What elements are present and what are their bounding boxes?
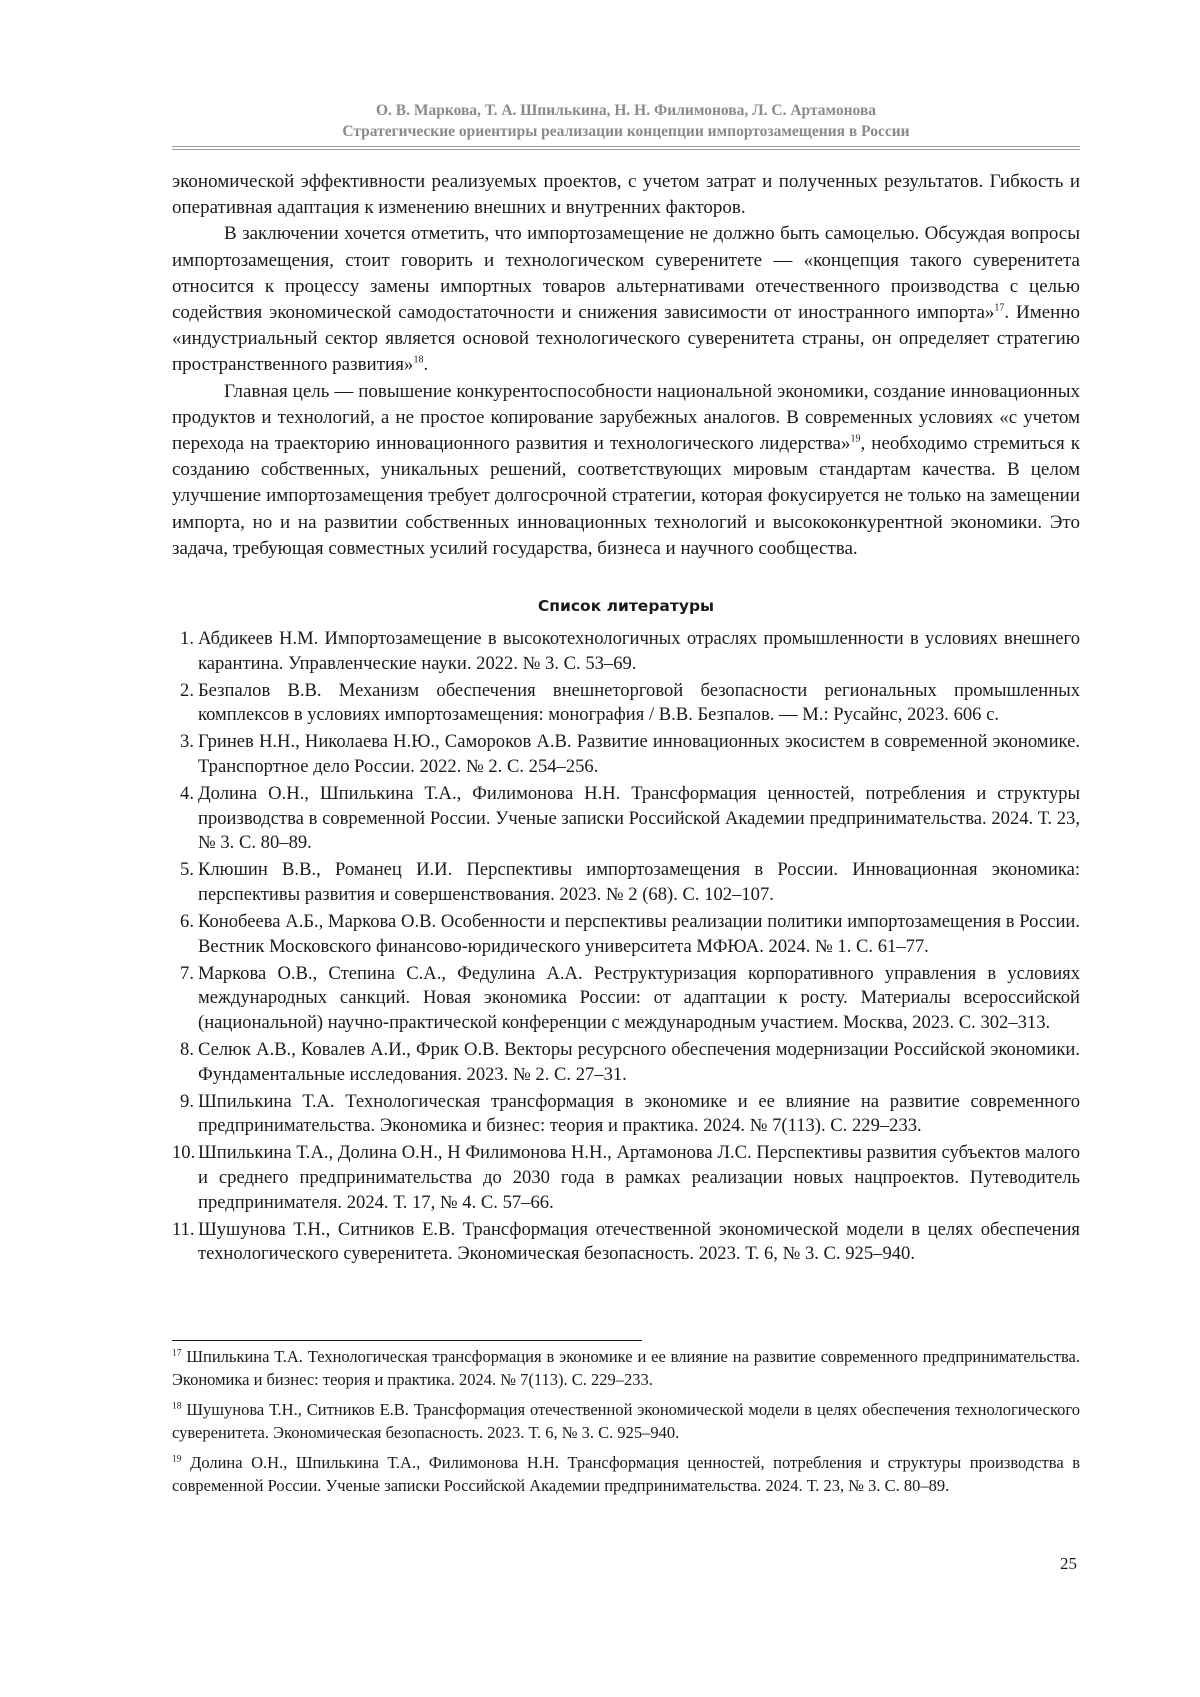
reference-text: Маркова О.В., Степина С.А., Федулина А.А. Реструктуризация корпоративного управления в условиях международных санкций. Новая экономика России: от адаптации к росту. Материалы всероссийской (национальной) научно-практической конференции с международным участием. Москва, 2023. С. 302–313. xyxy=(198,962,1080,1033)
footnote-number: 17 xyxy=(172,1348,182,1359)
reference-item xyxy=(172,1218,1080,1267)
footnote-text: Шушунова Т.Н., Ситников Е.В. Трансформация отечественной экономической модели в целях обеспечения технологического суверенитета. Экономическая безопасность. 2023. Т. 6, № 3. С. 925–940. xyxy=(172,1400,1081,1442)
references-title: Список литературы xyxy=(537,597,715,615)
reference-number: 8. xyxy=(180,1039,194,1060)
reference-item xyxy=(172,1090,1080,1139)
reference-text: Гринев Н.Н., Николаева Н.Ю., Самороков А.В. Развитие инновационных экосистем в современной экономике. Транспортное дело России. 2022. № 2. С. 254–256. xyxy=(198,731,1080,777)
running-head xyxy=(172,100,1080,142)
reference-text: Шпилькина Т.А. Технологическая трансформация в экономике и ее влияние на развитие современного предпринимательства. Экономика и бизнес: теория и практика. 2024. № 7(113). С. 229–233. xyxy=(198,1090,1080,1137)
body-text xyxy=(172,169,1080,562)
reference-text: Шушунова Т.Н., Ситников Е.В. Трансформация отечественной экономической модели в целях обеспечения технологического суверенитета. Экономическая безопасность. 2023. Т. 6, № 3. С. 925–940. xyxy=(198,1218,1080,1265)
reference-number: 10. xyxy=(172,1142,196,1164)
footnote-number: 18 xyxy=(172,1401,182,1412)
reference-text: Долина О.Н., Шпилькина Т.А., Филимонова Н.Н. Трансформация ценностей, потребления и структуры производства в современной России. Ученые записки Российской Академии предпринимательства. 2024. Т. 23, № 3. С. 80–89. xyxy=(198,783,1080,854)
reference-number: 2. xyxy=(180,679,194,701)
reference-text: Конобеева А.Б., Маркова О.В. Особенности и перспективы реализации политики импортозамещения в России. Вестник Московского финансово-юридического университета МФЮА. 2024. № 1. С. 61–77. xyxy=(198,911,1080,957)
reference-number: 11. xyxy=(172,1218,195,1240)
footnote-18 xyxy=(172,1399,1080,1444)
reference-item xyxy=(172,730,1080,779)
reference-text: Абдикеев Н.М. Импортозамещение в высокотехнологичных отраслях промышленности в условиях внешнего карантина. Управленческие науки. 2022. № 3. С. 53–69. xyxy=(198,628,1080,674)
reference-number: 5. xyxy=(180,859,194,881)
paragraph-2-part-b: . Именно «индустриальный сектор является основой технологического суверенитета страны, он определяет стратегию пространственного развития» xyxy=(172,302,1081,376)
header-rule-bottom xyxy=(172,149,1080,150)
reference-item xyxy=(172,1141,1080,1215)
running-head-authors: О. В. Маркова, Т. А. Шпилькина, Н. Н. Филимонова, Л. С. Артамонова xyxy=(375,102,877,119)
footnote-ref-19[interactable]: 19 xyxy=(850,433,861,445)
page-number: 25 xyxy=(1060,1554,1077,1573)
footnote-ref-17[interactable]: 17 xyxy=(994,302,1005,314)
paragraph-2-part-a: В заключении хочется отметить, что импортозамещение не должно быть самоцелью. Обсуждая вопросы импортозамещения, стоит говорить и технологическом суверенитете — «концепция такого суверенитета относится к процессу замены импортных товаров альтернативами отечественного производства с целью содействия экономической самодостаточности и снижения зависимости от иностранного импорта» xyxy=(172,223,1080,324)
paragraph-3-part-b: , необходимо стремиться к созданию собственных, уникальных решений, соответствующих мировым стандартам качества. В целом улучшение импортозамещения требует долгосрочной стратегии, которая фокусируется не только на замещении импорта, но и на развитии собственных инновационных технологий и высококонкурентной экономики. Это задача, требующая совместных усилий государства, бизнеса и научного сообщества. xyxy=(172,433,1080,559)
reference-text: Селюк А.В., Ковалев А.И., Фрик О.В. Векторы ресурсного обеспечения модернизации Российской экономики. Фундаментальные исследования. 2023. № 2. С. 27–31. xyxy=(198,1039,1080,1085)
footnote-number: 19 xyxy=(172,1454,182,1465)
footnote-text: Долина О.Н., Шпилькина Т.А., Филимонова Н.Н. Трансформация ценностей, потребления и структуры производства в современной России. Ученые записки Российской Академии предпринимательства. 2024. Т. 23, № 3. С. 80–89. xyxy=(172,1453,1081,1495)
reference-item xyxy=(172,1038,1080,1087)
footnote-ref-18[interactable]: 18 xyxy=(413,355,424,367)
paragraph-3-part-a: Главная цель — повышение конкурентоспособности национальной экономики, создание инновационных продуктов и технологий, а не простое копирование зарубежных аналогов. В современных условиях «с учетом перехода на траекторию инновационного развития и технологического лидерства» xyxy=(172,380,1080,455)
reference-item xyxy=(172,858,1080,907)
reference-number: 4. xyxy=(180,783,194,805)
reference-number: 3. xyxy=(180,731,194,753)
footnote-text: Шпилькина Т.А. Технологическая трансформация в экономике и ее влияние на развитие современного предпринимательства. Экономика и бизнес: теория и практика. 2024. № 7(113). С. 229–233. xyxy=(172,1347,1081,1389)
reference-text: Безпалов В.В. Механизм обеспечения внешнеторговой безопасности региональных промышленных комплексов в условиях импортозамещения: монография / В.В. Безпалов. — М.: Русайнс, 2023. 606 с. xyxy=(198,679,1080,726)
reference-number: 1. xyxy=(180,628,194,649)
paragraph-2-part-c: . xyxy=(423,354,429,376)
footnote-19 xyxy=(172,1452,1080,1497)
paragraph-2 xyxy=(172,221,1080,378)
footnotes xyxy=(172,1346,1080,1506)
footnote-separator xyxy=(172,1340,642,1341)
paragraph-3 xyxy=(172,379,1080,562)
reference-text: Шпилькина Т.А., Долина О.Н., Н Филимонова Н.Н., Артамонова Л.С. Перспективы развития субъектов малого и среднего предпринимательства до 2030 года в рамках реализации новых нацпроектов. Путеводитель предпринимателя. 2024. Т. 17, № 4. С. 57–66. xyxy=(198,1142,1080,1213)
reference-number: 6. xyxy=(180,911,194,933)
reference-number: 7. xyxy=(180,962,194,984)
reference-number: 9. xyxy=(180,1090,194,1112)
reference-item xyxy=(172,627,1080,676)
running-head-title: Стратегические ориентиры реализации концепции импортозамещения в России xyxy=(342,123,910,140)
reference-item xyxy=(172,679,1080,728)
reference-item xyxy=(172,910,1080,959)
reference-text: Клюшин В.В., Романец И.И. Перспективы импортозамещения в России. Инновационная экономика: перспективы развития и совершенствования. 2023. № 2 (68). С. 102–107. xyxy=(198,859,1080,905)
reference-item xyxy=(172,782,1080,856)
reference-item xyxy=(172,962,1080,1036)
paragraph-1: экономической эффективности реализуемых проектов, с учетом затрат и полученных результатов. Гибкость и оперативная адаптация к изменению внешних и внутренних факторов. xyxy=(172,171,1080,219)
header-rule-top xyxy=(172,146,1080,147)
footnote-17 xyxy=(172,1346,1080,1391)
references-list xyxy=(172,627,1080,1269)
